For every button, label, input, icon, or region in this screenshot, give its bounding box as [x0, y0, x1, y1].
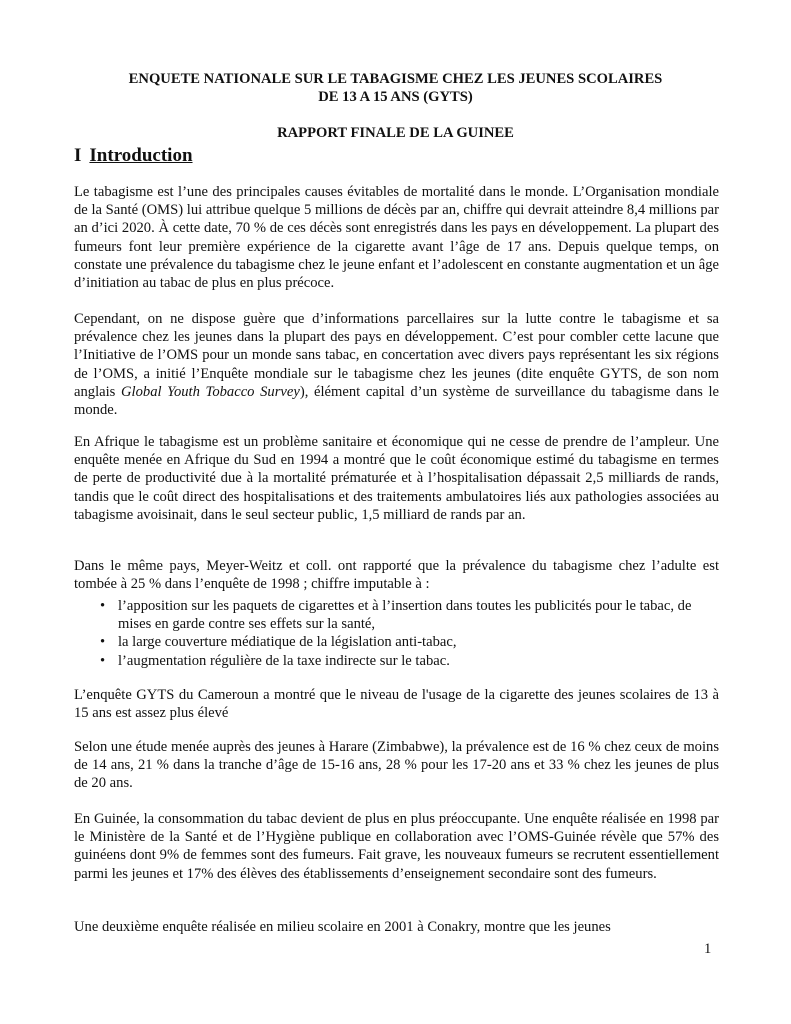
bullet-list	[100, 597, 720, 670]
list-item: • la large couverture médiatique de la législation anti-tabac,	[100, 633, 720, 651]
page-number: 1	[704, 941, 712, 957]
paragraph-7: En Guinée, la consommation du tabac devient de plus en plus préoccupante. Une enquête réalisée en 1998 par le Ministère de la Santé et de l’Hygiène publique en collaboration avec l’OMS-Guinée révèle que 57% des guinéens dont 9% de femmes sont des fumeurs. Fait grave, les nouveaux fumeurs se recrutent essentiellement parmi les jeunes et 17% des élèves des établissements d’enseignement secondaire sont des fumeurs.	[74, 811, 719, 882]
section-number: I	[74, 145, 82, 166]
paragraph-2-italic-survey-name: Global Youth Tobacco Survey	[121, 383, 300, 400]
section-title: Introduction	[89, 145, 193, 166]
paragraph-4: Dans le même pays, Meyer-Weitz et coll. ont rapporté que la prévalence du tabagisme chez l’adulte est tombée à 25 % dans l’enquête de 1998 ; chiffre imputable à :	[74, 558, 719, 593]
report-title-line-1: ENQUETE NATIONALE SUR LE TABAGISME CHEZ LES JEUNES SCOLAIRES	[128, 71, 663, 87]
section-heading	[74, 144, 193, 168]
paragraph-2-text-b: ), élément capital d’un système de surveillance du tabagisme dans le monde.	[74, 383, 719, 419]
paragraph-6: Selon une étude menée auprès des jeunes à Harare (Zimbabwe), la prévalence est de 16 % chez ceux de moins de 14 ans, 21 % dans la tranche d’âge de 15-16 ans, 28 % pour les 17-20 ans et 33 % chez les jeunes de plus de 20 ans.	[74, 739, 719, 792]
report-title-line-2: DE 13 A 15 ANS (GYTS)	[318, 89, 473, 105]
paragraph-8: Une deuxième enquête réalisée en milieu scolaire en 2001 à Conakry, montre que les jeunes	[74, 919, 611, 935]
paragraph-2	[74, 310, 719, 419]
paragraph-5: L’enquête GYTS du Cameroun a montré que le niveau de l'usage de la cigarette des jeunes scolaires de 13 à 15 ans est assez plus élevé	[74, 687, 719, 722]
paragraph-2-text-a: Cependant, on ne dispose guère que d’informations parcellaires sur la lutte contre le tabagisme et sa prévalence chez les jeunes dans la plupart des pays en développement. C’est pour combler cette lacune que l’Initiative de l’OMS pour un monde sans tabac, en concertation avec divers pays représentant les six régions de l’OMS, a initié l’Enquête mondiale sur le tabagisme chez les jeunes (dite enquête GYTS, de son nom anglais	[74, 311, 719, 400]
list-item: • l’augmentation régulière de la taxe indirecte sur le tabac.	[100, 652, 720, 670]
list-item: • l’apposition sur les paquets de cigarettes et à l’insertion dans toutes les publicités pour le tabac, de mises en garde contre ses effets sur la santé,	[100, 597, 720, 633]
paragraph-3: En Afrique le tabagisme est un problème sanitaire et économique qui ne cesse de prendre de l’ampleur. Une enquête menée en Afrique du Sud en 1994 a montré que le coût économique estimé du tabagisme en termes de perte de productivité due à la mortalité prématurée et à l’hospitalisation dépassait 2,5 milliards de rands, tandis que le coût direct des hospitalisations et des traitements ambulatoires liés aux pathologies associées au tabagisme avoisinait, dans le seul secteur public, 1,5 milliard de rands par an.	[74, 434, 719, 523]
report-subtitle: RAPPORT FINALE DE LA GUINEE	[277, 125, 514, 141]
paragraph-1: Le tabagisme est l’une des principales causes évitables de mortalité dans le monde. L’Organisation mondiale de la Santé (OMS) lui attribue quelque 5 millions de décès par an, chiffre qui devrait atteindre 8,4 millions par an d’ici 2020. À cette date, 70 % de ces décès sont enregistrés dans les pays en développement. La plupart des fumeurs font leur première expérience de la cigarette avant l’âge de 17 ans. Depuis quelque temps, on constate une prévalence du tabagisme chez le jeune enfant et l’adolescent en constante augmentation et un âge d’initiation au tabac de plus en plus précoce.	[74, 184, 719, 292]
